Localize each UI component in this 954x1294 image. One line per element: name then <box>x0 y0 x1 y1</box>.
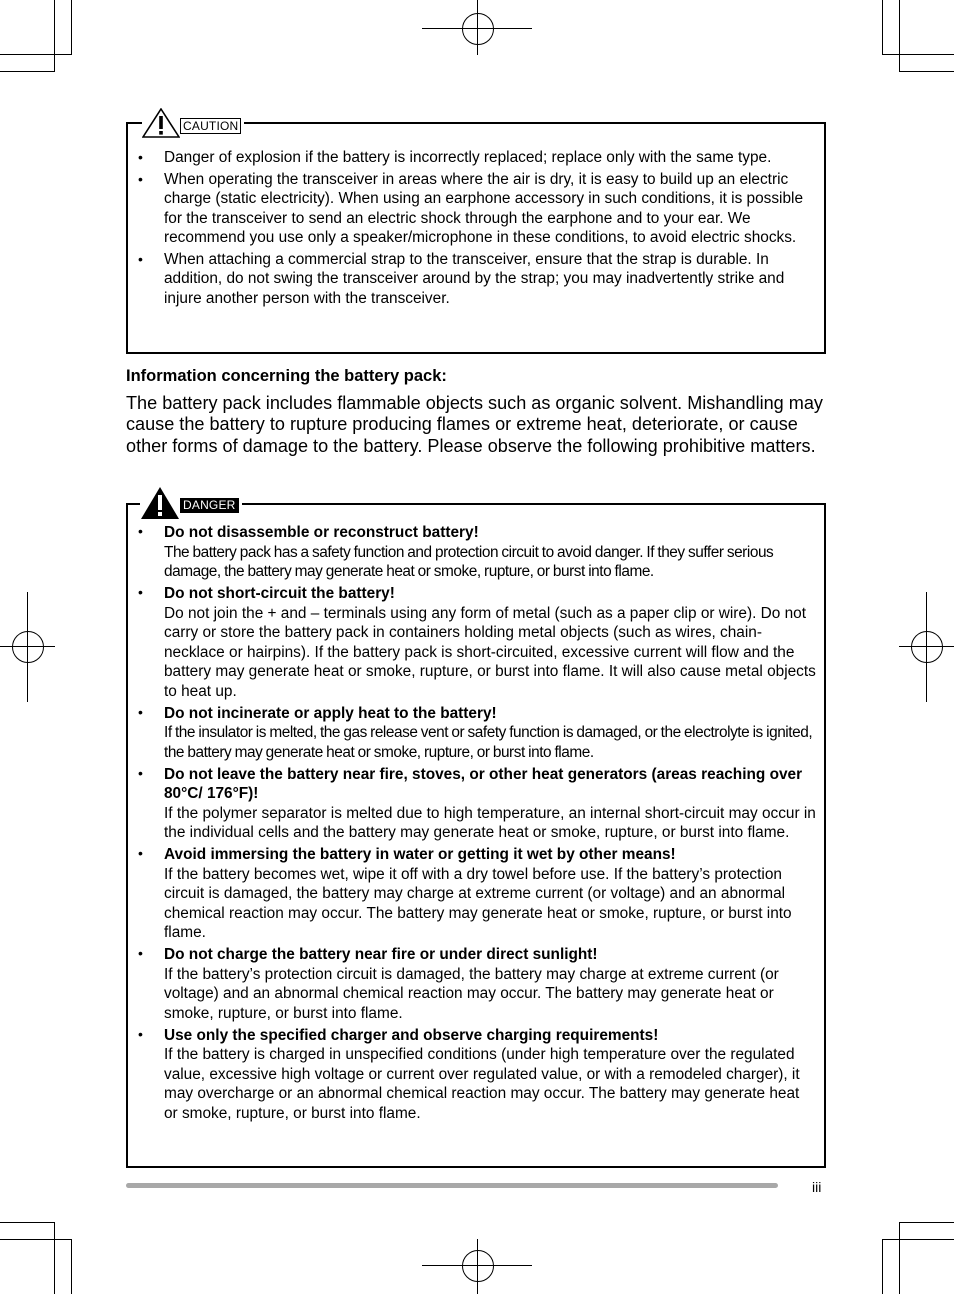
registration-mark-right-circle <box>911 631 943 663</box>
caution-item <box>128 148 824 168</box>
caution-box <box>126 118 826 354</box>
caution-item-text: When attaching a commercial strap to the transceiver, ensure that the strap is durable. In addition, do not swing the transceiver around by the strap; you may inadvertently strike and injure another person with the transceiver. <box>164 250 785 307</box>
danger-list <box>128 523 824 1123</box>
crop-mark-tr-h2 <box>882 54 954 55</box>
danger-item-body: If the battery is charged in unspecified conditions (under high temperature over the regulated value, excessive high voltage or current over regulated value, or with a remodeled charger), it may overcharge or an abnormal chemical reaction may occur. The battery may generate heat or smoke, rupture, or burst into flame. <box>164 1046 800 1122</box>
crop-mark-tr-v2 <box>882 0 883 55</box>
bullet: • <box>138 523 143 539</box>
crop-mark-tl-h <box>0 71 55 72</box>
danger-item-body: If the battery’s protection circuit is damaged, the battery may charge at extreme current (or voltage) and an abnormal chemical reaction may occur. The battery may generate heat or smoke, rupture, or burst into flame. <box>164 965 779 1022</box>
registration-mark-top-circle <box>462 13 494 45</box>
section-heading: Information concerning the battery pack: <box>126 367 447 385</box>
bullet: • <box>138 703 143 720</box>
section-intro: The battery pack includes flammable objects such as organic solvent. Mishandling may cause the battery to rupture producing flames or extreme heat, deteriorate, or cause other forms of damage to the battery. Please observe the following prohibitive matters. <box>126 393 823 456</box>
warning-triangle-solid-icon <box>140 486 180 525</box>
crop-mark-bl-h <box>0 1222 55 1223</box>
crop-mark-tr-v <box>899 0 900 72</box>
crop-mark-br-v2 <box>882 1239 883 1294</box>
danger-box <box>126 498 826 1168</box>
bullet: • <box>138 1025 143 1042</box>
danger-item-title: Do not leave the battery near fire, stoves, or other heat generators (areas reaching over 80°C/ 176°F)! <box>164 765 803 802</box>
danger-item <box>128 523 824 582</box>
crop-mark-tr-h <box>899 71 954 72</box>
danger-item-title: Use only the specified charger and observe charging requirements! <box>164 1026 659 1044</box>
caution-list <box>128 148 824 308</box>
danger-item-title: Do not charge the battery near fire or under direct sunlight! <box>164 946 598 963</box>
danger-item-body: If the polymer separator is melted due to high temperature, an internal short-circuit may occur in the individual cells and the battery may generate heat or smoke, rupture, or burst into flame. <box>164 804 816 841</box>
crop-mark-br-h2 <box>882 1239 954 1240</box>
danger-item-body: Do not join the + and – terminals using any form of metal (such as a paper clip or wire). Do not carry or store the battery pack in containers holding metal objects (such as wires, chain-necklace or hairpins). If the battery pack is short-circuited, excessive current will flow and the battery may generate heat or smoke, rupture, or burst into flame. It will also cause metal objects to heat up. <box>164 604 816 700</box>
danger-item-title: Avoid immersing the battery in water or getting it wet by other means! <box>164 846 676 863</box>
caution-label: CAUTION <box>180 118 241 134</box>
danger-tag <box>140 486 242 525</box>
danger-item <box>128 584 824 701</box>
crop-mark-tl-h2 <box>0 54 72 55</box>
bullet: • <box>138 764 143 781</box>
danger-item <box>128 1026 824 1124</box>
crop-mark-bl-v <box>54 1222 55 1294</box>
danger-item <box>128 765 824 843</box>
caution-item-text: Danger of explosion if the battery is incorrectly replaced; replace only with the same type. <box>164 149 772 166</box>
footer-rule <box>126 1183 778 1188</box>
crop-mark-br-v <box>899 1222 900 1294</box>
crop-mark-tl-v2 <box>71 0 72 55</box>
danger-item-title: Do not disassemble or reconstruct battery! <box>164 524 479 541</box>
bullet: • <box>138 584 143 600</box>
caution-item-text: When operating the transceiver in areas where the air is dry, it is easy to build up an electric charge (static electricity). When using an earphone accessory in such conditions, it is possible for the transceiver to send an electric shock through the earphone and to your ear. We recommend you use only a speaker/microphone in these conditions, to avoid electric shocks. <box>164 170 804 246</box>
danger-item-title: Do not incinerate or apply heat to the battery! <box>164 704 497 722</box>
caution-item <box>128 170 824 248</box>
registration-mark-bottom-circle <box>462 1250 494 1282</box>
bullet: • <box>138 170 143 187</box>
page-number: iii <box>812 1179 822 1195</box>
crop-mark-bl-v2 <box>71 1239 72 1294</box>
danger-item <box>128 704 824 763</box>
bullet: • <box>138 149 143 165</box>
danger-item <box>128 845 824 943</box>
crop-mark-br-h <box>899 1222 954 1223</box>
danger-item-body: If the battery becomes wet, wipe it off with a dry towel before use. If the battery’s protection circuit is damaged, the battery may charge at extreme current (or voltage) and an abnormal chemical reaction may occur. The battery may generate heat or smoke, rupture, or burst into flame. <box>164 865 792 941</box>
warning-triangle-outline-icon <box>142 108 180 143</box>
danger-item-body: The battery pack has a safety function and protection circuit to avoid danger. If they suffer serious damage, the battery may generate heat or smoke, rupture, or burst into flame. <box>164 543 774 580</box>
crop-mark-bl-h2 <box>0 1239 72 1240</box>
danger-item <box>128 945 824 1023</box>
bullet: • <box>138 250 143 267</box>
danger-item-title: Do not short-circuit the battery! <box>164 585 395 602</box>
crop-mark-tl-v <box>54 0 55 72</box>
registration-mark-left-circle <box>12 631 44 663</box>
bullet: • <box>138 945 143 961</box>
danger-item-body: If the insulator is melted, the gas release vent or safety function is damaged, or the electrolyte is ignited, the battery may generate heat or smoke, rupture, or burst into flame. <box>164 724 813 761</box>
danger-label: DANGER <box>180 498 239 513</box>
caution-tag <box>142 108 244 143</box>
caution-item <box>128 250 824 309</box>
bullet: • <box>138 845 143 861</box>
